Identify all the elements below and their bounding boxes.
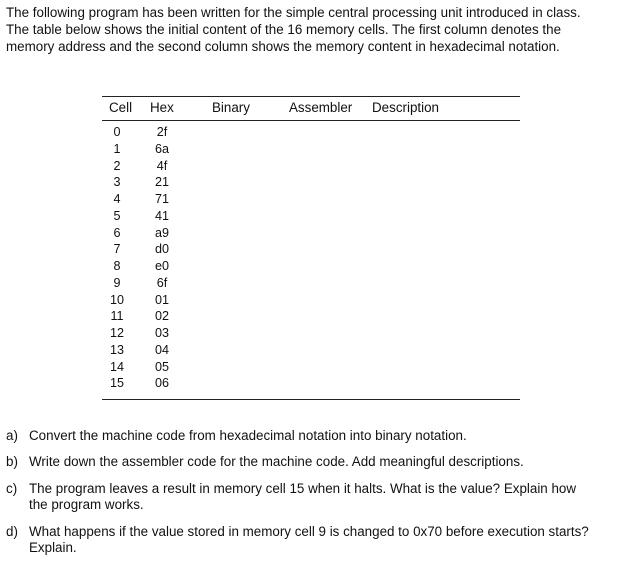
question-d	[6, 524, 589, 556]
cell-hex: d0	[154, 242, 169, 257]
question-c	[6, 481, 576, 513]
table-row	[102, 258, 520, 275]
cell-hex: 21	[154, 175, 169, 190]
table-row	[102, 191, 520, 208]
table-body	[102, 124, 520, 392]
table-row	[102, 308, 520, 325]
cell-address: 1	[113, 141, 121, 156]
table-row	[102, 375, 520, 392]
table-row	[102, 275, 520, 292]
cell-hex: 6f	[156, 275, 168, 290]
cell-address: 5	[113, 208, 121, 223]
header-description: Description	[372, 100, 439, 115]
cell-address: 7	[113, 242, 121, 257]
cell-address: 9	[113, 275, 121, 290]
table-row	[102, 225, 520, 242]
cell-address: 2	[113, 158, 121, 173]
cell-address: 11	[110, 309, 124, 324]
question-text: Write down the assembler code for the machine code. Add meaningful descriptions.	[29, 454, 524, 469]
table-bottom-rule	[102, 399, 520, 400]
question-label: c)	[6, 481, 18, 496]
table-row	[102, 359, 520, 376]
header-hex: Hex	[150, 100, 174, 115]
table-row	[102, 241, 520, 258]
question-b	[6, 454, 524, 470]
cell-hex: 01	[154, 292, 169, 307]
table-header-rule	[102, 120, 520, 121]
table-row	[102, 292, 520, 309]
header-cell: Cell	[109, 100, 133, 115]
table-row	[102, 342, 520, 359]
question-text: Explain.	[29, 540, 77, 555]
question-text: the program works.	[29, 497, 144, 512]
cell-address: 0	[113, 125, 121, 139]
question-a	[6, 428, 467, 444]
header-assembler: Assembler	[289, 100, 353, 115]
table-top-rule	[102, 96, 520, 97]
header-binary: Binary	[212, 100, 250, 115]
cell-address: 4	[113, 192, 121, 206]
cell-address: 3	[113, 175, 121, 190]
table-row	[102, 208, 520, 225]
intro-line: The table below shows the initial content of the 16 memory cells. The first column denotes the	[6, 22, 562, 37]
cell-address: 14	[109, 359, 124, 374]
table-row	[102, 174, 520, 191]
cell-hex: 05	[154, 359, 169, 374]
table-row	[102, 325, 520, 342]
question-label: a)	[6, 428, 18, 443]
intro-line: The following program has been written for the simple central processing unit introduced in class.	[6, 5, 581, 20]
cell-hex: e0	[154, 259, 169, 273]
question-label: d)	[6, 524, 18, 539]
question-text: The program leaves a result in memory cell 15 when it halts. What is the value? Explain how	[29, 481, 577, 496]
cell-hex: 04	[154, 342, 169, 357]
cell-hex: 71	[154, 192, 169, 206]
question-label: b)	[6, 454, 18, 469]
cell-hex: 2f	[156, 125, 168, 139]
cell-address: 13	[109, 342, 124, 357]
table-row	[102, 141, 520, 158]
cell-hex: 02	[154, 309, 169, 324]
cell-address: 15	[109, 376, 124, 391]
cell-address: 8	[113, 259, 121, 273]
cell-hex: a9	[154, 225, 169, 240]
question-text: What happens if the value stored in memory cell 9 is changed to 0x70 before execution starts?	[29, 524, 589, 539]
cell-hex: 4f	[156, 158, 168, 173]
intro-line: memory address and the second column shows the memory content in hexadecimal notation.	[6, 39, 560, 54]
cell-hex: 06	[154, 376, 169, 391]
cell-hex: 03	[154, 326, 169, 340]
cell-hex: 41	[154, 208, 169, 223]
table-row	[102, 158, 520, 175]
cell-address: 10	[109, 292, 124, 307]
intro-paragraph	[6, 4, 614, 55]
cell-address: 6	[113, 225, 121, 240]
cell-address: 12	[109, 326, 124, 340]
question-text: Convert the machine code from hexadecimal notation into binary notation.	[29, 428, 467, 443]
cell-hex: 6a	[154, 141, 169, 156]
table-row	[102, 124, 520, 141]
